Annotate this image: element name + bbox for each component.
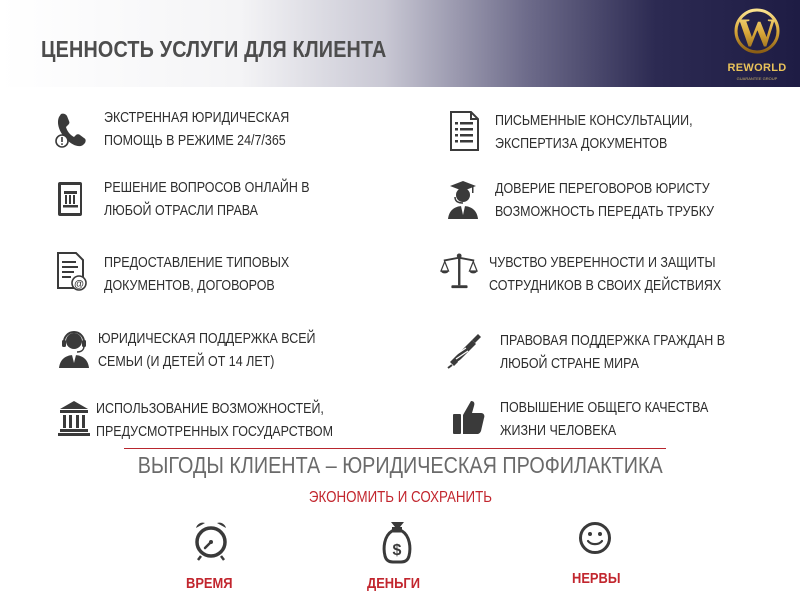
benefit-time-label: ВРЕМЯ [186,575,233,592]
money-bag-icon [380,518,414,564]
benefit-money-label: ДЕНЬГИ [367,575,420,592]
thumbs-up-icon [450,396,488,440]
lawyer-headset-icon [444,178,482,222]
feature-line: ПРЕДОСТАВЛЕНИЕ ТИПОВЫХ [104,255,290,271]
alarm-clock-icon [193,518,229,562]
smiley-icon [578,520,612,556]
feature-line: ЛЮБОЙ СТРАНЕ МИРА [500,355,639,372]
logo-name: REWORLD [727,62,787,74]
feature-line: ЭКСПЕРТИЗА ДОКУМЕНТОВ [495,135,668,152]
feature-line: ПИСЬМЕННЫЕ КОНСУЛЬТАЦИИ, [495,113,693,129]
feature-line: ИСПОЛЬЗОВАНИЕ ВОЗМОЖНОСТЕЙ, [96,401,324,417]
feature-line: ЧУВСТВО УВЕРЕННОСТИ И ЗАЩИТЫ [489,255,716,271]
svg-text:$: $ [392,542,402,559]
feature-line: ЮРИДИЧЕСКАЯ ПОДДЕРЖКА ВСЕЙ [98,331,316,347]
feature-line: ВОЗМОЖНОСТЬ ПЕРЕДАТЬ ТРУБКУ [495,203,715,220]
feature-line: ЛЮБОЙ ОТРАСЛИ ПРАВА [104,202,258,219]
feature-line: РЕШЕНИЕ ВОПРОСОВ ОНЛАЙН В [104,180,310,196]
section-divider [124,448,666,449]
document-list-icon [446,110,484,154]
scales-icon [440,250,478,294]
benefits-subtitle: ЭКОНОМИТЬ И СОХРАНИТЬ [308,489,492,506]
signing-hand-icon [446,330,484,374]
feature-line: СОТРУДНИКОВ В СВОИХ ДЕЙСТВИЯХ [489,277,722,294]
government-building-icon [56,398,94,442]
email-document-icon [52,250,90,294]
logo-emblem-icon [726,2,788,64]
feature-line: ДОКУМЕНТОВ, ДОГОВОРОВ [104,277,275,294]
online-book-icon [52,178,90,222]
feature-line: ДОВЕРИЕ ПЕРЕГОВОРОВ ЮРИСТУ [495,181,710,197]
feature-line: ПОВЫШЕНИЕ ОБЩЕГО КАЧЕСТВА [500,400,709,416]
svg-text:@: @ [74,279,84,290]
feature-line: ПОМОЩЬ В РЕЖИМЕ 24/7/365 [104,132,286,149]
svg-text:W: W [737,10,777,55]
reworld-logo [726,2,788,86]
feature-line: ПРЕДУСМОТРЕННЫХ ГОСУДАРСТВОМ [96,423,333,440]
feature-line: ЖИЗНИ ЧЕЛОВЕКА [500,422,617,439]
benefit-nerves-label: НЕРВЫ [572,570,621,587]
logo-subtitle: GUARANTEE GROUP [736,76,778,81]
emergency-phone-icon [52,108,90,152]
support-headset-icon [56,328,94,372]
feature-line: ПРАВОВАЯ ПОДДЕРЖКА ГРАЖДАН В [500,333,726,349]
feature-line: СЕМЬИ (И ДЕТЕЙ ОТ 14 ЛЕТ) [98,353,275,370]
benefits-title: ВЫГОДЫ КЛИЕНТА – ЮРИДИЧЕСКАЯ ПРОФИЛАКТИКА [137,452,663,478]
feature-line: ЭКСТРЕННАЯ ЮРИДИЧЕСКАЯ [104,110,290,126]
page-title: ЦЕННОСТЬ УСЛУГИ ДЛЯ КЛИЕНТА [41,36,387,62]
